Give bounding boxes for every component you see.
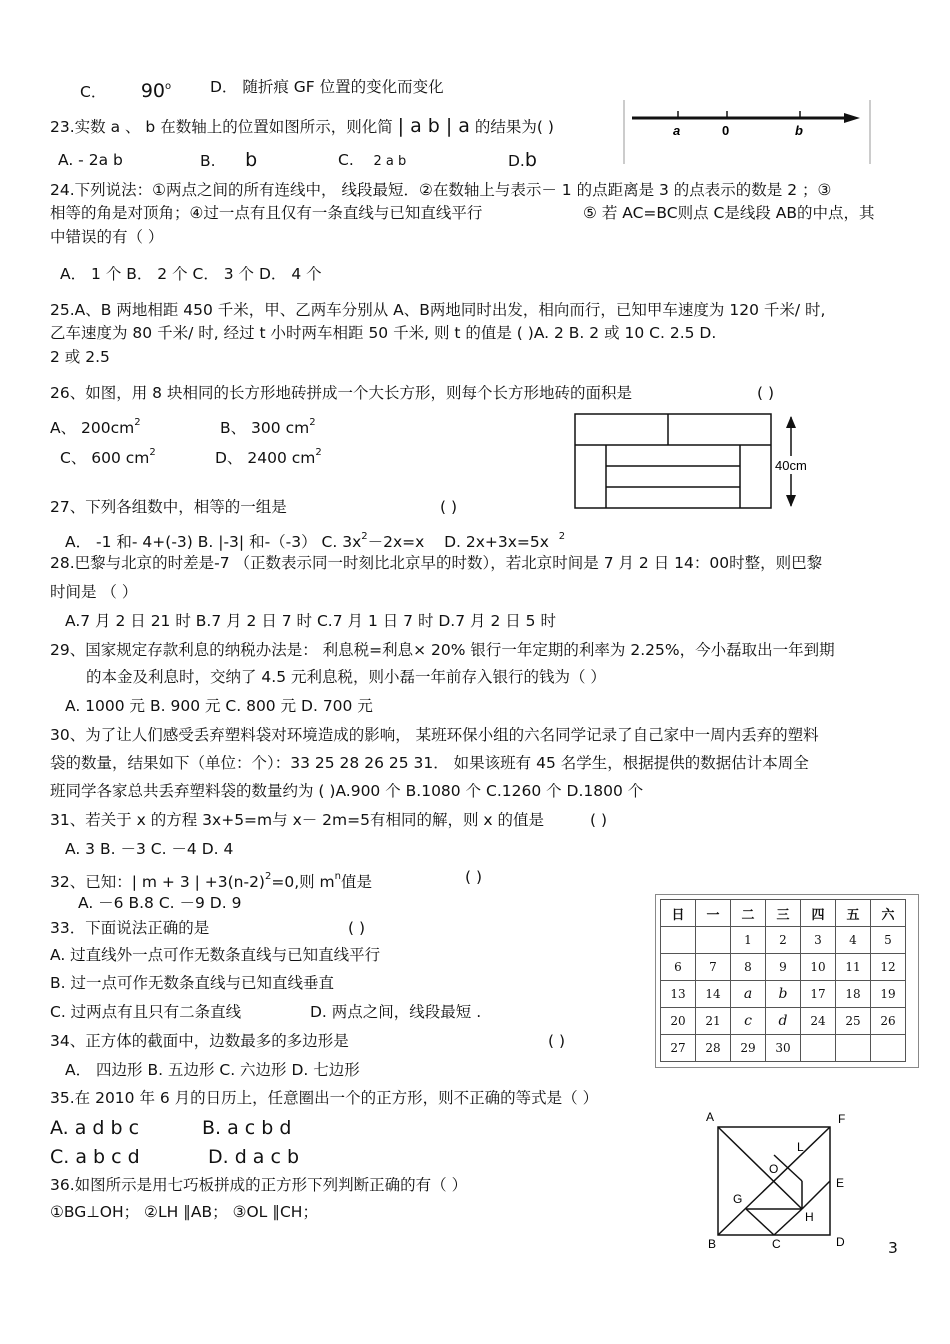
q33-option-d: D. 两点之间，线段最短 . — [310, 1003, 482, 1021]
q28-line1: 28.巴黎与北京的时差是-7 （正数表示同一时刻比北京早的时数），若北京时间是 7 月 2 日 14：00时整，则巴黎 — [50, 554, 823, 572]
q24-line2b: ⑤ 若 AC=BC则点 C是线段 AB的中点，其 — [583, 204, 875, 222]
q30-line1: 30、为了让人们感受丢弃塑料袋对环境造成的影响， 某班环保小组的六名同学记录了自己家中一周内丢弃的塑料 — [50, 726, 819, 744]
calendar-row: 13 14 a b 17 18 19 — [661, 981, 906, 1008]
arrow-up — [786, 416, 796, 428]
q22-option-d: D． 随折痕 GF 位置的变化而变化 — [210, 78, 444, 96]
q26-option-b: B、 300 $cm^2$ — [220, 417, 316, 437]
q32-paren: ( ) — [465, 868, 483, 886]
calendar-table — [660, 899, 906, 1062]
axis-label-0: 0 — [722, 123, 730, 138]
q35-option-b: B. a c b d — [202, 1117, 292, 1139]
q26-stem: 26、如图，用 8 块相同的长方形地砖拼成一个大长方形，则每个长方形地砖的面积是 — [50, 384, 632, 402]
label-b: B — [708, 1237, 717, 1251]
q33-paren: ( ) — [348, 919, 366, 937]
arrow-down — [786, 495, 796, 507]
label-e: E — [836, 1176, 845, 1190]
q32-options: A. －6 B.8 C. －9 D. 9 — [78, 894, 242, 912]
label-f: F — [838, 1112, 846, 1126]
q26-paren: ( ) — [757, 384, 775, 402]
q25-line3: 2 或 2.5 — [50, 348, 110, 366]
calendar-header-row: 日 一 二 三 四 五 六 — [661, 900, 906, 927]
q27-options: A． -1 和- 4+(-3) B. |-3| 和-（-3） C. $3x^2-2x=x$ D. 2x+3x=5x $^2$ — [65, 531, 566, 551]
q29-line1: 29、国家规定存款利息的纳税办法是： 利息税=利息× 20% 银行一年定期的利率为 2.25%，今小磊取出一年到期 — [50, 641, 835, 659]
q33-option-a: A. 过直线外一点可作无数条直线与已知直线平行 — [50, 946, 381, 964]
axis-label-a: a — [673, 123, 681, 138]
q23-stem: 23.实数 a 、 b 在数轴上的位置如图所示，则化简 | a b | a 的结果为( ) — [50, 115, 554, 137]
number-line-figure — [622, 100, 872, 164]
q22-option-c: C． 90$^o$ — [80, 80, 172, 102]
q35-option-d: D. d a c b — [208, 1146, 300, 1168]
q35-line1: 35.在 2010 年 6 月的日历上，任意圈出一个的正方形，则不正确的等式是（ ） — [50, 1089, 599, 1107]
q33-option-b: B. 过一点可作无数条直线与已知直线垂直 — [50, 974, 334, 992]
q31-options: A. 3 B. －3 C. －4 D. 4 — [65, 840, 234, 858]
q35-option-a: A. a d b c — [50, 1117, 140, 1139]
q26-option-a: A、 $200cm^2$ — [50, 417, 141, 437]
q35-option-c: C. a b c d — [50, 1146, 140, 1168]
calendar-row: 27 28 29 30 — [661, 1035, 906, 1062]
axis-arrow — [844, 113, 860, 123]
q28-options: A.7 月 2 日 21 时 B.7 月 2 日 7 时 C.7 月 1 日 7 时 D.7 月 2 日 5 时 — [65, 612, 556, 630]
q34-options: A． 四边形 B. 五边形 C. 六边形 D. 七边形 — [65, 1061, 360, 1079]
q25-line2: 乙车速度为 80 千米/ 时, 经过 t 小时两车相距 50 千米, 则 t 的值是 ( )A. 2 B. 2 或 10 C. 2.5 D. — [50, 324, 717, 342]
page-number: 3 — [888, 1239, 898, 1257]
label-l: L — [797, 1140, 804, 1154]
label-d: D — [836, 1235, 845, 1249]
q30-line2: 袋的数量，结果如下（单位：个）：33 25 28 26 25 31． 如果该班有 45 名学生，根据提供的数据估计本周全 — [50, 754, 809, 772]
q23-option-a: A. - 2a b — [58, 151, 123, 169]
dimension-label: 40cm — [775, 458, 807, 473]
tiles-figure — [573, 412, 823, 512]
q28-line2: 时间是 （ ） — [50, 583, 138, 601]
label-a: A — [706, 1110, 715, 1124]
q23-option-d: D.b — [508, 149, 537, 171]
q36-line1: 36.如图所示是用七巧板拼成的正方形下列判断正确的有（ ） — [50, 1176, 468, 1194]
calendar-row: 20 21 c d 24 25 26 — [661, 1008, 906, 1035]
q34-paren: ( ) — [548, 1032, 566, 1050]
q26-option-d: D、 2400 $cm^2$ — [215, 447, 322, 467]
q33-option-c: C. 过两点有且只有二条直线 — [50, 1003, 242, 1021]
q24-line2a: 相等的角是对顶角；④过一点有且仅有一条直线与已知直线平行 — [50, 204, 483, 222]
q24-line3: 中错误的有（ ） — [50, 228, 164, 246]
q34-line1: 34、正方体的截面中，边数最多的多边形是 — [50, 1032, 349, 1050]
q24-options: A． 1 个 B． 2 个 C． 3 个 D． 4 个 — [60, 265, 322, 283]
q31-paren: ( ) — [590, 811, 608, 829]
q23-option-c: C. 2 a b — [338, 151, 407, 169]
q30-line3: 班同学各家总共丢弃塑料袋的数量约为 ( )A.900 个 B.1080 个 C.1260 个 D.1800 个 — [50, 782, 644, 800]
q32-line1: 32、已知：| m + 3 | $+3(n-2)^2=0$,则 $m^n$值是 — [50, 871, 373, 891]
q24-line1: 24.下列说法：①两点之间的所有连线中， 线段最短．②在数轴上与表示－ 1 的点距离是 3 的点表示的数是 2 ；③ — [50, 181, 832, 199]
label-o: O — [769, 1162, 779, 1176]
label-c: C — [772, 1237, 781, 1251]
q29-options: A. 1000 元 B. 900 元 C. 800 元 D. 700 元 — [65, 697, 373, 715]
label-h: H — [805, 1210, 814, 1224]
calendar-row: 6 7 8 9 10 11 12 — [661, 954, 906, 981]
q33-line1: 33．下面说法正确的是 — [50, 919, 210, 937]
q27-paren: ( ) — [440, 498, 458, 516]
q36-line2: ①BG⊥OH； ②LH ∥AB； ③OL ∥CH； — [50, 1203, 318, 1221]
label-g: G — [733, 1192, 743, 1206]
tangram-figure — [700, 1105, 860, 1255]
q23-option-b: B. b — [200, 149, 258, 171]
q29-line2: 的本金及利息时，交纳了 4.5 元利息税，则小磊一年前存入银行的钱为（ ） — [86, 668, 606, 686]
calendar-row: 1 2 3 4 5 — [661, 927, 906, 954]
axis-label-b: b — [795, 123, 803, 138]
q31-line1: 31、若关于 x 的方程 3x+5=m与 x－ 2m=5有相同的解，则 x 的值是 — [50, 811, 545, 829]
q25-line1: 25.A、B 两地相距 450 千米，甲、乙两车分别从 A、B两地同时出发，相向而行，已知甲车速度为 120 千米/ 时, — [50, 301, 826, 319]
q27-stem: 27、下列各组数中，相等的一组是 — [50, 498, 287, 516]
q26-option-c: C、 600 $cm^2$ — [60, 447, 156, 467]
